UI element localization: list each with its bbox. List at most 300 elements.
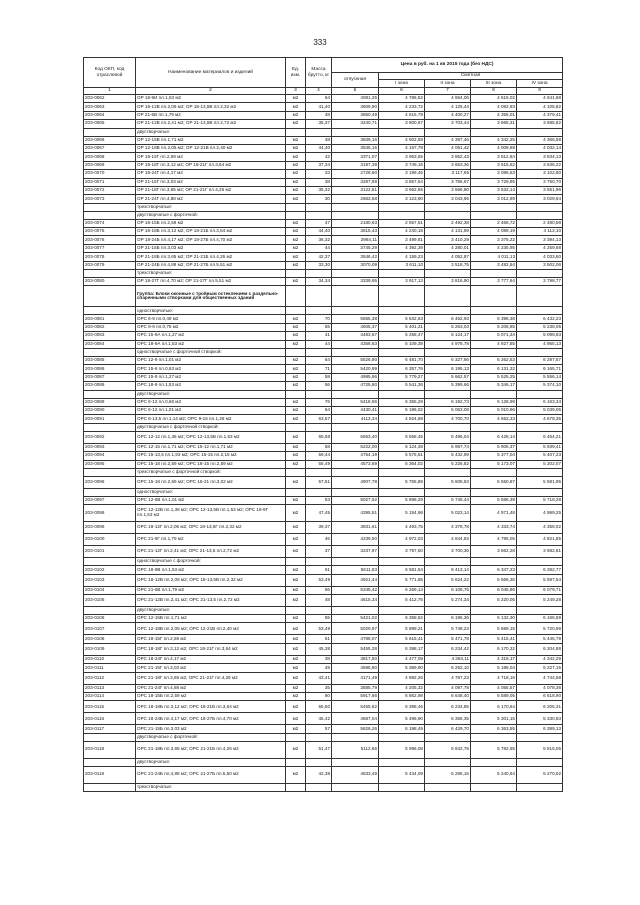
table-row — [84, 161, 563, 169]
zone-price-cell: 5 412,76 — [379, 595, 425, 607]
table-row — [84, 476, 563, 488]
unit-cell: м2 — [286, 323, 306, 331]
mass-cell: 33,30 — [306, 261, 332, 269]
zone-price-cell: 6 198,49 — [379, 725, 425, 733]
unit-cell: м2 — [286, 136, 306, 144]
section-row — [84, 558, 563, 566]
mass-cell: 39,37 — [306, 522, 332, 534]
code-cell: 203-0117 — [84, 725, 136, 733]
name-cell: ОРС 18-24Г пл.4,17 м2 — [136, 655, 286, 663]
section-label: двустворчатые: — [136, 758, 286, 766]
zone-price-cell: 3 662,28 — [471, 546, 517, 558]
zone-price-cell: 5 525,25 — [471, 373, 517, 381]
zone-price-cell: 5 815,05 — [517, 741, 563, 758]
zone-price-cell: 4 387,46 — [425, 136, 471, 144]
release-price-cell: 4573,69 — [332, 460, 379, 468]
zone-price-cell: 4 493,75 — [379, 522, 425, 534]
zone-price-cell: 3 797,50 — [379, 546, 425, 558]
zone-price-cell: 5 220,05 — [471, 595, 517, 607]
name-cell: ОРС 21-12Г пл.2,41 м2; ОРС 21-13,5 пл.2,72 м2 — [136, 546, 286, 558]
zone-price-cell: 5 718,28 — [517, 496, 563, 504]
zone-price-cell: 5 124,17 — [425, 332, 471, 340]
mass-cell: 38 — [306, 178, 332, 186]
name-cell: ОР 18-27Г пл.4,70 м2; ОР 21-27Г пл.5,51 м2 — [136, 278, 286, 286]
zone-price-cell: 6 205,31 — [517, 701, 563, 713]
code-cell: 203-0070 — [84, 170, 136, 178]
unit-cell: м2 — [286, 566, 306, 574]
code-cell: 203-0080 — [84, 278, 136, 286]
section-label: трехстворчатые: — [136, 203, 286, 211]
release-price-cell: 3339,95 — [332, 278, 379, 286]
header-zone: II зона — [425, 80, 471, 88]
zone-price-cell: 4 342,29 — [517, 655, 563, 663]
unit-cell: м2 — [286, 340, 306, 348]
mass-cell: 35,32 — [306, 186, 332, 194]
unit-cell: м2 — [286, 178, 306, 186]
code-cell: 203-0067 — [84, 144, 136, 152]
zone-price-cell: 5 899,21 — [379, 623, 425, 635]
zone-price-cell: 5 399,66 — [425, 382, 471, 390]
zone-price-cell: 4 664,06 — [425, 95, 471, 103]
table-row — [84, 170, 563, 178]
code-cell: 203-0076 — [84, 236, 136, 244]
zone-price-cell: 5 745,44 — [425, 496, 471, 504]
zone-price-cell: 3 834,13 — [517, 153, 563, 161]
section-label: двустворчатые с форточной створкой: — [136, 423, 286, 431]
table-row — [84, 534, 563, 546]
release-price-cell: 2728,60 — [332, 170, 379, 178]
release-price-cell: 3609,90 — [332, 103, 379, 111]
table-row — [84, 186, 563, 194]
mass-cell: 51,47 — [306, 741, 332, 758]
zone-price-cell: 5 208,85 — [471, 323, 517, 331]
zone-price-cell: 6 166,59 — [517, 615, 563, 623]
zone-price-cell: 3 798,77 — [517, 278, 563, 286]
mass-cell: 41 — [306, 332, 332, 340]
zone-price-cell: 4 082,93 — [471, 103, 517, 111]
zone-price-cell: 3 729,85 — [471, 178, 517, 186]
name-cell: ОРС 21-6В пл.1,79 м2 — [136, 586, 286, 594]
mass-cell: 51 — [306, 635, 332, 643]
code-cell: 203-0097 — [84, 496, 136, 504]
table-row — [84, 684, 563, 692]
zone-price-cell: 5 227,15 — [517, 664, 563, 672]
release-price-cell: 5345,42 — [332, 586, 379, 594]
code-cell: 203-0113 — [84, 684, 136, 692]
unit-cell: м2 — [286, 398, 306, 406]
mass-cell: 76 — [306, 398, 332, 406]
table-row — [84, 505, 563, 522]
zone-price-cell: 6 124,38 — [379, 443, 425, 451]
section-row — [84, 607, 563, 615]
zone-price-cell: 3 482,54 — [471, 261, 517, 269]
table-row — [84, 595, 563, 607]
unit-cell: м2 — [286, 144, 306, 152]
code-cell: 203-0064 — [84, 111, 136, 119]
zone-price-cell: 5 240,64 — [471, 766, 517, 783]
zone-price-cell: 3 375,22 — [471, 236, 517, 244]
unit-cell: м2 — [286, 219, 306, 227]
mass-cell: 33 — [306, 170, 332, 178]
table-row — [84, 236, 563, 244]
zone-price-cell: 6 045,86 — [471, 586, 517, 594]
zone-price-cell: 6 108,75 — [425, 586, 471, 594]
section-label: трехстворчатые с форточной створкой: — [136, 468, 286, 476]
code-cell: 203-0066 — [84, 136, 136, 144]
name-cell: ОР 18-15Г пл.2,59 м2 — [136, 153, 286, 161]
zone-price-cell: 4 363,11 — [425, 655, 471, 663]
mass-cell: 53,49 — [306, 623, 332, 635]
table-row — [84, 546, 563, 558]
header-unit: Ед. изм. — [286, 58, 306, 88]
mass-cell: 55 — [306, 323, 332, 331]
unit-cell: м2 — [286, 244, 306, 252]
unit-cell: м2 — [286, 332, 306, 340]
table-row — [84, 373, 563, 381]
table-row — [84, 522, 563, 534]
table-row — [84, 253, 563, 261]
zone-price-cell: 5 597,54 — [517, 574, 563, 586]
code-cell: 203-0111 — [84, 664, 136, 672]
mass-cell: 49 — [306, 664, 332, 672]
unit-cell: м2 — [286, 236, 306, 244]
table-row — [84, 693, 563, 701]
name-cell: ОРС 12-15В пл.1,71 м2 — [136, 615, 286, 623]
unit-cell: м2 — [286, 741, 306, 758]
release-price-cell: 5418,96 — [332, 398, 379, 406]
zone-price-cell: 6 429,70 — [425, 725, 471, 733]
unit-cell: м2 — [286, 452, 306, 460]
zone-price-cell: 6 464,21 — [517, 431, 563, 443]
mass-cell: 57,51 — [306, 476, 332, 488]
name-cell: ОР 21-15Б пл.3,03 м2 — [136, 244, 286, 252]
name-cell: ОР 12-15В пл.1,71 м2 — [136, 136, 286, 144]
release-price-cell: 5526,90 — [332, 356, 379, 364]
code-cell: 203-0090 — [84, 406, 136, 414]
name-cell: ОР 21-18Г пл.3,65 м2; ОР 21-21Г пл.4,26 м2 — [136, 186, 286, 194]
name-cell: ОРС 21-15Г пл.3,03 м2 — [136, 664, 286, 672]
zone-price-cell: 6 658,45 — [379, 431, 425, 443]
mass-cell: 55,49 — [306, 460, 332, 468]
zone-price-cell: 3 043,95 — [425, 195, 471, 203]
mass-cell: 44,40 — [306, 228, 332, 236]
header-price-title: Цена в руб. на 1 кв 2015 года (без НДС) — [332, 58, 563, 73]
mass-cell: 45,42 — [306, 713, 332, 725]
name-cell: ОРС 18-12В пл.2,06 м2; ОРС 18-13,5В пл.2,32 м2 — [136, 574, 286, 586]
zone-price-cell: 4 355,01 — [471, 111, 517, 119]
release-price-cell: 5611,83 — [332, 566, 379, 574]
release-price-cell: 5420,99 — [332, 365, 379, 373]
zone-price-cell: 6 192,73 — [425, 398, 471, 406]
code-cell: 203-0114 — [84, 693, 136, 701]
name-cell: ОРС 9-9 пл.0,75 м2 — [136, 323, 286, 331]
name-cell: ОР 18-18Б пл.3,12 м2; ОР 18-21Б пл.3,64 м2 — [136, 228, 286, 236]
zone-price-cell: 6 170,32 — [471, 643, 517, 655]
release-price-cell: 4395,51 — [332, 505, 379, 522]
release-price-cell: 3546,42 — [332, 253, 379, 261]
zone-price-cell: 6 589,05 — [471, 693, 517, 701]
unit-cell: м2 — [286, 476, 306, 488]
name-cell: ОРС 21-15Б пл.3,03 м2 — [136, 725, 286, 733]
zone-price-cell: 4 927,55 — [471, 340, 517, 348]
code-cell: 203-0110 — [84, 655, 136, 663]
zone-price-cell: 4 795,05 — [471, 534, 517, 546]
table-row — [84, 332, 563, 340]
header-name: Наименование материалов и изделий — [136, 58, 286, 88]
table-row — [84, 672, 563, 684]
unit-cell: м2 — [286, 574, 306, 586]
name-cell: ОРС 6-9 пл.0,49 м2 — [136, 315, 286, 323]
section-row — [84, 211, 563, 219]
zone-price-cell: 4 652,33 — [471, 415, 517, 423]
mass-cell: 57 — [306, 725, 332, 733]
zone-price-cell: 6 495,04 — [425, 431, 471, 443]
header-zone: III зона — [471, 80, 517, 88]
code-cell: 203-0081 — [84, 315, 136, 323]
zone-price-cell: 6 648,40 — [425, 693, 471, 701]
code-cell: 203-0079 — [84, 261, 136, 269]
mass-cell: 34,34 — [306, 278, 332, 286]
zone-price-cell: 4 105,82 — [517, 103, 563, 111]
section-row — [84, 203, 563, 211]
zone-price-cell: 4 477,09 — [379, 655, 425, 663]
release-price-cell: 2180,63 — [332, 219, 379, 227]
table-row — [84, 340, 563, 348]
zone-price-cell: 3 551,96 — [517, 186, 563, 194]
table-row — [84, 701, 563, 713]
zone-price-cell: 2 480,58 — [517, 219, 563, 227]
zone-price-cell: 5 771,85 — [379, 574, 425, 586]
zone-price-cell: 3 700,36 — [425, 546, 471, 558]
name-cell: ОРС 15-18 пл.2,59 м2; ОРС 15-21 пл.3,02 м2 — [136, 476, 286, 488]
zone-price-cell: 5 330,83 — [517, 713, 563, 725]
header-estimate: Сметная — [379, 73, 563, 80]
name-cell: ОРС 12-18В пл.2,05 м2; ОРС 12-21В пл.2,40 м2 — [136, 623, 286, 635]
zone-price-cell: 5 202,07 — [517, 460, 563, 468]
code-cell: 203-0062 — [84, 95, 136, 103]
code-cell: 203-0118 — [84, 741, 136, 758]
zone-price-cell: 4 955,13 — [517, 340, 563, 348]
section-label: двустворчатые: — [136, 390, 286, 398]
zone-price-cell: 5 263,03 — [425, 323, 471, 331]
mass-cell: 65,58 — [306, 431, 332, 443]
release-price-cell: 4907,78 — [332, 476, 379, 488]
unit-cell: м2 — [286, 635, 306, 643]
section-label: двустворчатые: — [136, 607, 286, 615]
release-price-cell: 3839,16 — [332, 136, 379, 144]
zone-price-cell: 5 415,41 — [471, 635, 517, 643]
zone-price-cell: 2 466,72 — [471, 219, 517, 227]
name-cell: ОРС 18-9В пл.1,53 м2 — [136, 566, 286, 574]
column-number: 5 — [332, 88, 379, 95]
table-row — [84, 261, 563, 269]
table-row — [84, 244, 563, 252]
table-row — [84, 713, 563, 725]
zone-price-cell: 5 755,89 — [379, 476, 425, 488]
zone-price-cell: 5 615,41 — [379, 635, 425, 643]
zone-price-cell: 5 356,35 — [425, 713, 471, 725]
zone-price-cell: 4 078,36 — [517, 684, 563, 692]
table-row — [84, 278, 563, 286]
column-number: 7 — [425, 88, 471, 95]
zone-price-cell: 5 939,41 — [517, 443, 563, 451]
code-cell: 203-0093 — [84, 443, 136, 451]
header-zone: IV зона — [517, 80, 563, 88]
release-price-cell: 4788,07 — [332, 635, 379, 643]
section-label: двустворчатые: — [136, 128, 286, 136]
unit-cell: м2 — [286, 684, 306, 692]
zone-price-cell: 3 665,31 — [471, 120, 517, 128]
name-cell: ОР 21-18Б пл.3,65 м2; ОР 21-21Б пл.4,26 м2 — [136, 253, 286, 261]
zone-price-cell: 4 240,18 — [379, 228, 425, 236]
name-cell: ОР 12-18В пл.2,05 м2; ОР 12-21В пл.2,40 м2 — [136, 144, 286, 152]
table-row — [84, 566, 563, 574]
unit-cell: м2 — [286, 315, 306, 323]
code-cell: 203-0095 — [84, 460, 136, 468]
code-cell: 203-0094 — [84, 452, 136, 460]
mass-cell: 45,38 — [306, 643, 332, 655]
section-row — [84, 307, 563, 315]
unit-cell: м2 — [286, 643, 306, 655]
name-cell: ОРС 18-24Б пл.4,17 м2; ОРС 18-27Б пл.4,70 м2 — [136, 713, 286, 725]
release-price-cell: 3545,15 — [332, 144, 379, 152]
unit-cell: м2 — [286, 713, 306, 725]
code-cell: 203-0089 — [84, 398, 136, 406]
release-price-cell: 3817,50 — [332, 655, 379, 663]
column-number: 8 — [471, 88, 517, 95]
name-cell: ОРС 18-9А пл.1,53 м2 — [136, 340, 286, 348]
unit-cell: м2 — [286, 382, 306, 390]
zone-price-cell: 6 398,46 — [379, 701, 425, 713]
zone-price-cell: 3 749,16 — [379, 161, 425, 169]
release-price-cell: 3585,79 — [332, 684, 379, 692]
name-cell: ОРС 15-6 пл.0,63 м2 — [136, 365, 286, 373]
code-cell: 203-0069 — [84, 161, 136, 169]
release-price-cell: 3287,69 — [332, 178, 379, 186]
release-price-cell: 3831,61 — [332, 522, 379, 534]
zone-price-cell: 3 800,67 — [379, 120, 425, 128]
zone-price-cell: 3 756,67 — [425, 178, 471, 186]
zone-price-cell: 5 226,82 — [425, 460, 471, 468]
table-row — [84, 460, 563, 468]
column-number: 6 — [379, 88, 425, 95]
release-price-cell: 5455,62 — [332, 701, 379, 713]
zone-price-cell: 5 550,87 — [471, 476, 517, 488]
code-cell: 203-0063 — [84, 103, 136, 111]
table-row — [84, 219, 563, 227]
name-cell: ОР 18-12В пл.2,06 м2; ОР 18-13,5В пл.2,32 м2 — [136, 103, 286, 111]
mass-cell: 35 — [306, 684, 332, 692]
zone-price-cell: 3 518,75 — [425, 261, 471, 269]
zone-price-cell: 4 318,17 — [471, 655, 517, 663]
release-price-cell: 4921,44 — [332, 574, 379, 586]
zone-price-cell: 4 233,72 — [379, 103, 425, 111]
zone-price-cell: 5 662,57 — [425, 373, 471, 381]
zone-price-cell: 5 301,15 — [471, 713, 517, 725]
mass-cell: 35,37 — [306, 120, 332, 128]
zone-price-cell: 3 750,70 — [517, 178, 563, 186]
zone-price-cell: 5 575,61 — [379, 452, 425, 460]
zone-price-cell: 5 258,47 — [379, 332, 425, 340]
code-cell: 203-0086 — [84, 365, 136, 373]
table-row — [84, 655, 563, 663]
mass-cell: 44 — [306, 244, 332, 252]
name-cell: ОР 21-24Г пл.4,88 м2 — [136, 195, 286, 203]
zone-price-cell: 5 249,28 — [517, 595, 563, 607]
release-price-cell: 2663,58 — [332, 195, 379, 203]
zone-price-cell: 2 557,61 — [379, 219, 425, 227]
zone-price-cell: 3 816,90 — [425, 278, 471, 286]
unit-cell: м2 — [286, 460, 306, 468]
table-row — [84, 323, 563, 331]
zone-price-cell: 4 972,03 — [379, 534, 425, 546]
section-row — [84, 488, 563, 496]
table-row — [84, 195, 563, 203]
zone-price-cell: 6 398,17 — [379, 643, 425, 655]
zone-price-cell: 4 259,68 — [517, 244, 563, 252]
zone-price-cell: 4 157,78 — [379, 144, 425, 152]
unit-cell: м2 — [286, 228, 306, 236]
zone-price-cell: 4 824,68 — [379, 415, 425, 423]
table-row — [84, 635, 563, 643]
code-cell: 203-0068 — [84, 153, 136, 161]
zone-price-cell: 5 374,10 — [517, 382, 563, 390]
section-row — [84, 390, 563, 398]
mass-cell: 48 — [306, 136, 332, 144]
column-number: 2 — [136, 88, 286, 95]
zone-price-cell: 6 358,62 — [379, 615, 425, 623]
column-number: 9 — [517, 88, 563, 95]
zone-price-cell: 5 023,14 — [425, 505, 471, 522]
code-cell: 203-0119 — [84, 766, 136, 783]
name-cell: ОРС 6-12 пл.0,66 м2 — [136, 398, 286, 406]
zone-price-cell: 5 401,21 — [379, 323, 425, 331]
mass-cell: 44,40 — [306, 144, 332, 152]
section-label: одностворчатые: — [136, 488, 286, 496]
unit-cell: м2 — [286, 693, 306, 701]
zone-price-cell: 4 358,02 — [517, 522, 563, 534]
zone-price-cell: 3 653,36 — [425, 161, 471, 169]
mass-cell: 70 — [306, 315, 332, 323]
mass-cell: 37,34 — [306, 161, 332, 169]
zone-price-cell: 4 131,69 — [425, 228, 471, 236]
zone-price-cell: 6 234,85 — [425, 701, 471, 713]
name-cell: ОРС 12-9 пл.1,01 м2 — [136, 356, 286, 364]
zone-price-cell: 6 382,77 — [517, 566, 563, 574]
zone-price-cell: 4 280,01 — [425, 244, 471, 252]
zone-price-cell: 4 342,25 — [471, 136, 517, 144]
name-cell: ОРС 15-18 пл.2,59 м2; ОРС 18-15 пл.2,59 м2 — [136, 460, 286, 468]
unit-cell: м2 — [286, 103, 306, 111]
release-price-cell: 4171,49 — [332, 672, 379, 684]
zone-price-cell: 5 198,04 — [471, 664, 517, 672]
code-cell: 203-0108 — [84, 635, 136, 643]
name-cell: ОР 18-9И пл.1,53 м2 — [136, 95, 286, 103]
unit-cell: м2 — [286, 406, 306, 414]
code-cell: 203-0109 — [84, 643, 136, 655]
mass-cell: 43,41 — [306, 672, 332, 684]
zone-price-cell: 5 238,05 — [517, 323, 563, 331]
zone-price-cell: 4 235,95 — [471, 244, 517, 252]
unit-cell: м2 — [286, 253, 306, 261]
release-price-cell: 4605,37 — [332, 323, 379, 331]
table-row — [84, 406, 563, 414]
zone-price-cell: 5 556,14 — [517, 373, 563, 381]
zone-price-cell: 6 428,14 — [471, 431, 517, 443]
price-table — [83, 57, 563, 792]
zone-price-cell: 5 896,29 — [379, 496, 425, 504]
zone-price-cell: 5 779,27 — [379, 373, 425, 381]
